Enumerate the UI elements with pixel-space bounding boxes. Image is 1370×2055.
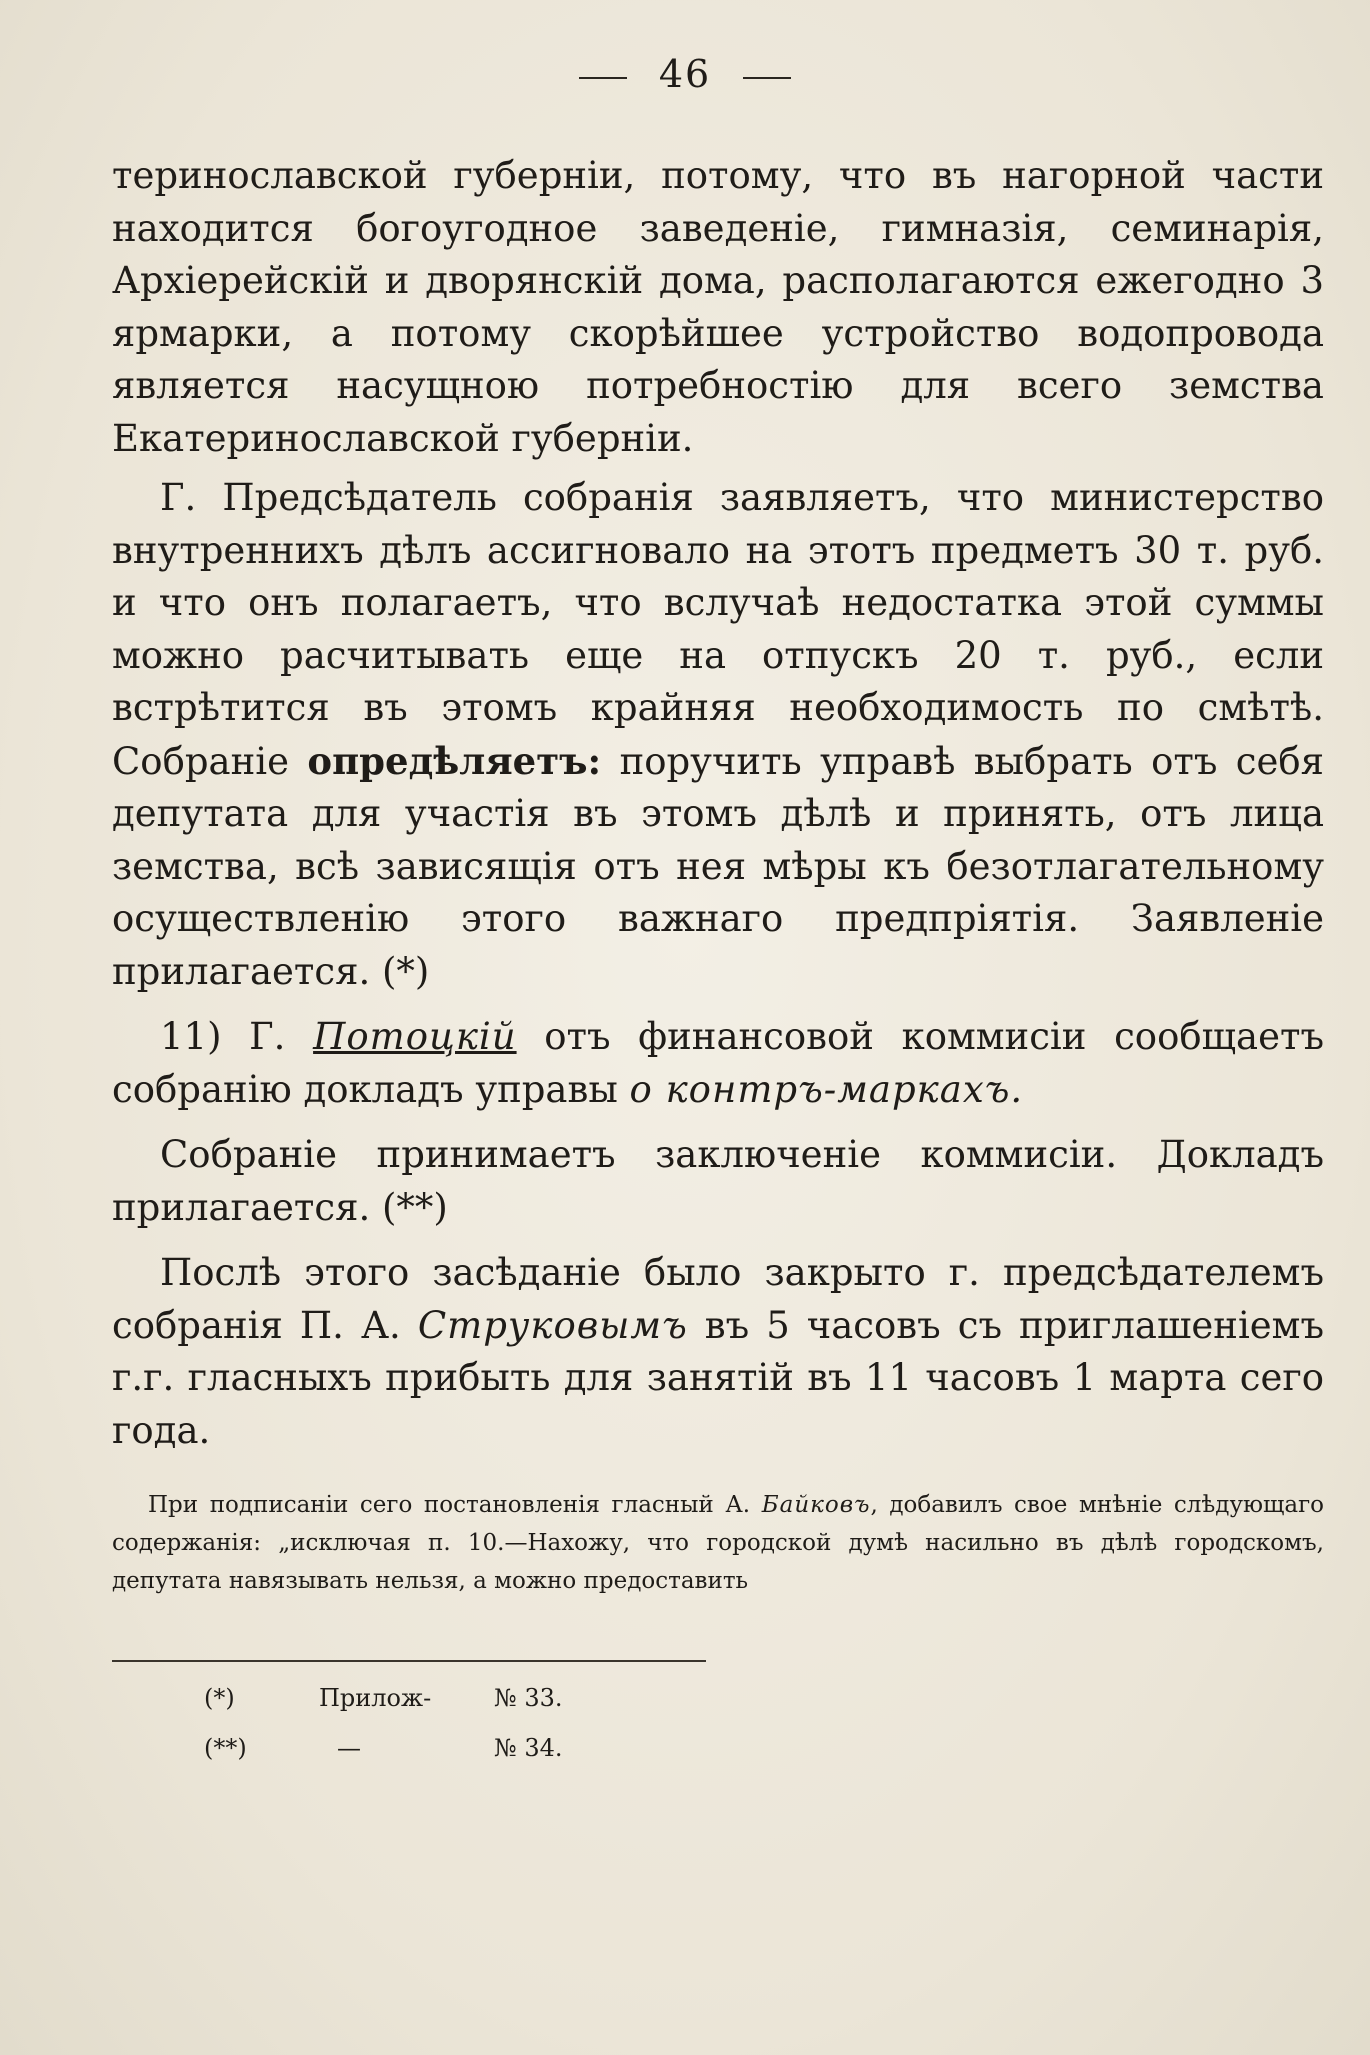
chairman-name: Струковымъ bbox=[417, 1303, 688, 1347]
footnote-1-mark: (*) bbox=[204, 1684, 235, 1712]
paragraph-5-text-a: Послѣ этого засѣданіе было закрыто г. предсѣдателемъ собранія П. А. bbox=[112, 1251, 1324, 1347]
item-number: 11) Г. bbox=[160, 1015, 286, 1058]
footnote-2-label: — bbox=[337, 1734, 361, 1762]
speaker-name: Потоцкій bbox=[313, 1015, 517, 1058]
footnote-1-label: Прилож- bbox=[319, 1684, 432, 1712]
main-text bbox=[112, 150, 1324, 1457]
paragraph-2-text-a: Г. Предсѣдатель собранія заявляетъ, что министерство внутреннихъ дѣлъ ассигновало на этотъ предметъ 30 т. руб. и что онъ полагаетъ, что вслучаѣ недостатка этой суммы можно расчитывать еще на отпускъ 20 т. руб., если встрѣтится въ этомъ крайняя необходимость по смѣтѣ. Собраніе bbox=[112, 476, 1324, 783]
paragraph-5-text-b: въ 5 часовъ съ приглашеніемъ г.г. гласныхъ прибыть для занятій въ 11 часовъ 1 марта сего года. bbox=[112, 1303, 1324, 1452]
header-dash-right bbox=[743, 77, 791, 79]
decision-word: опредѣляетъ: bbox=[307, 738, 602, 783]
footnote-rule bbox=[112, 1660, 706, 1662]
paragraph-1: теринославской губерніи, потому, что въ нагорной части находится богоугодное заведеніе, гимназія, семинарія, Архіерейскій и дворянскій дома, располагаются ежегодно 3 ярмарки, а потому скорѣйшее устройство водопровода является насущною потребностію для всего земства Екатеринославской губерніи. bbox=[112, 154, 1324, 460]
page-header bbox=[0, 52, 1370, 96]
signature-note bbox=[112, 1486, 1324, 1600]
header-dash-left bbox=[579, 77, 627, 79]
footnote-1 bbox=[204, 1682, 563, 1714]
paragraph-2 bbox=[112, 472, 1324, 998]
paragraph-3 bbox=[112, 1011, 1324, 1116]
page-number: 46 bbox=[658, 52, 712, 96]
note-text-b: , добавилъ свое мнѣніе слѣдующаго содержанія: „исключая п. 10.—Нахожу, что городской думѣ насильно въ дѣлѣ городскомъ, депутата навязывать нельзя, а можно предоставить bbox=[112, 1492, 1325, 1594]
report-topic: о контръ-маркахъ. bbox=[629, 1067, 1024, 1111]
footnote-1-number: № 33. bbox=[494, 1684, 563, 1712]
footnote-2 bbox=[204, 1732, 563, 1764]
paragraph-2-text-b: поручить управѣ выбрать отъ себя депутата для участія въ этомъ дѣлѣ и принять, отъ лица земства, всѣ зависящія отъ нея мѣры къ безотлагательному осуществленію этого важнаго предпріятія. Заявленіе прилагается. (*) bbox=[112, 739, 1324, 993]
paragraph-4: Собраніе принимаетъ заключеніе коммисіи. Докладъ прилагается. (**) bbox=[112, 1133, 1324, 1229]
paragraph-3-text: отъ финансовой коммисіи сообщаетъ собранію докладъ управы bbox=[112, 1015, 1324, 1111]
note-paragraph bbox=[112, 1486, 1324, 1600]
note-text-a: При подписаніи сего постановленія гласный А. bbox=[148, 1492, 751, 1518]
footnote-2-mark: (**) bbox=[204, 1734, 247, 1762]
note-name: Байковъ bbox=[761, 1492, 871, 1518]
paragraph-5 bbox=[112, 1247, 1324, 1457]
footnote-2-number: № 34. bbox=[494, 1734, 563, 1762]
